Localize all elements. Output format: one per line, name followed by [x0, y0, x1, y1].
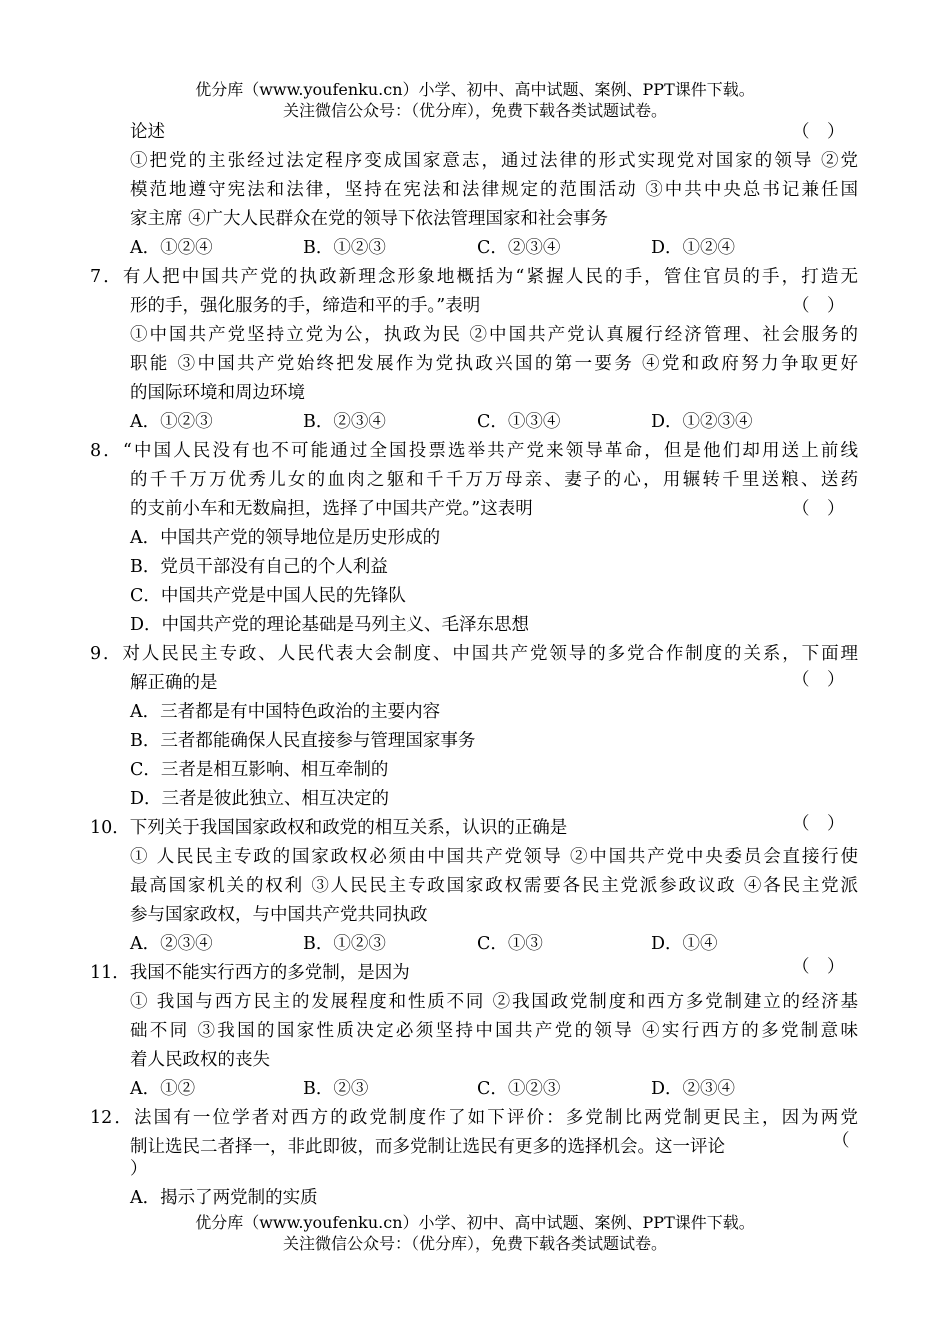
q9-option-b: B．三者都能确保人民直接参与管理国家事务 [130, 731, 476, 751]
q6-statement-line: ①把党的主张经过法定程序变成国家意志，通过法律的形式实现党对国家的领导 ②党 [130, 151, 858, 171]
q8-stem-line: 的千千万万优秀儿女的血肉之躯和千千万万母亲、妻子的心，用辗转千里送粮、送药 [130, 470, 858, 490]
q11-answer-paren: （ ） [792, 957, 845, 977]
q7-answer-paren: （ ） [792, 296, 845, 316]
q10-option-d: D．①④ [651, 934, 718, 954]
q6-option-d: D．①②④ [651, 238, 736, 258]
q11-option-d: D．②③④ [651, 1079, 736, 1099]
q11-option-b: B．②③ [303, 1079, 369, 1099]
q11-statement-line: ① 我国与西方民主的发展程度和性质不同 ②我国政党制度和西方多党制建立的经济基 [130, 992, 858, 1012]
q9-answer-paren: （ ） [792, 670, 845, 690]
q7-option-d: D．①②③④ [651, 412, 753, 432]
q11-statement-line: 础不同 ③我国的国家性质决定必须坚持中国共产党的领导 ④实行西方的多党制意味 [130, 1021, 858, 1041]
q7-statement-line: 职能 ③中国共产党始终把发展作为党执政兴国的第一要务 ④党和政府努力争取更好 [130, 354, 858, 374]
q10-option-c: C．①③ [477, 934, 543, 954]
header-line-1: 优分库（www.youfenku.cn）小学、初中、高中试题、案例、PPT课件下载。 [195, 80, 755, 99]
footer-line-1: 优分库（www.youfenku.cn）小学、初中、高中试题、案例、PPT课件下载。 [195, 1213, 755, 1232]
q7-option-a: A．①②③ [130, 412, 213, 432]
q10-statement-line: ① 人民民主专政的国家政权必须由中国共产党领导 ②中国共产党中央委员会直接行使 [130, 847, 858, 867]
q7-option-b: B．②③④ [303, 412, 386, 432]
q9-option-a: A．三者都是有中国特色政治的主要内容 [130, 702, 441, 722]
q8-answer-paren: （ ） [792, 499, 845, 519]
q12-answer-paren-open: （ [832, 1131, 850, 1151]
q7-option-c: C．①③④ [477, 412, 561, 432]
footer-line-2: 关注微信公众号：（优分库），免费下载各类试题试卷。 [282, 1234, 667, 1253]
q10-statement-line: 参与国家政权，与中国共产党共同执政 [130, 905, 428, 925]
header-line-2: 关注微信公众号：（优分库），免费下载各类试题试卷。 [282, 101, 667, 120]
q12-stem-line: 12．法国有一位学者对西方的政党制度作了如下评价：多党制比两党制更民主，因为两党 [90, 1108, 858, 1128]
q10-option-a: A．②③④ [130, 934, 213, 954]
q9-stem-line: 解正确的是 [130, 673, 218, 693]
q10-statement-line: 最高国家机关的权利 ③人民民主专政国家政权需要各民主党派参政议政 ④各民主党派 [130, 876, 858, 896]
q10-stem-line: 10．下列关于我国国家政权和政党的相互关系，认识的正确是 [90, 818, 568, 838]
q12-option-a: A．揭示了两党制的实质 [130, 1188, 318, 1208]
q7-statement-line: ①中国共产党坚持立党为公，执政为民 ②中国共产党认真履行经济管理、社会服务的 [130, 325, 858, 345]
q6-option-b: B．①②③ [303, 238, 386, 258]
q6-option-a: A．①②④ [130, 238, 213, 258]
q10-answer-paren: （ ） [792, 814, 845, 834]
q7-stem-line: 形的手，强化服务的手，缔造和平的手。”表明 [130, 296, 481, 316]
q8-option-d: D．中国共产党的理论基础是马列主义、毛泽东思想 [130, 615, 530, 635]
q7-stem-line: 7．有人把中国共产党的执政新理念形象地概括为“紧握人民的手，管住官员的手，打造无 [90, 267, 858, 287]
q9-option-d: D．三者是彼此独立、相互决定的 [130, 789, 390, 809]
q9-option-c: C．三者是相互影响、相互牵制的 [130, 760, 389, 780]
q8-option-a: A．中国共产党的领导地位是历史形成的 [130, 528, 441, 548]
q8-option-c: C．中国共产党是中国人民的先锋队 [130, 586, 406, 606]
q10-option-b: B．①②③ [303, 934, 386, 954]
q6-option-c: C．②③④ [477, 238, 561, 258]
q11-option-a: A．①② [130, 1079, 196, 1099]
q8-option-b: B．党员干部没有自己的个人利益 [130, 557, 388, 577]
q12-stem-line: 制让选民二者择一，非此即彼，而多党制让选民有更多的选择机会。这一评论 [130, 1137, 725, 1157]
q9-stem-line: 9．对人民民主专政、人民代表大会制度、中国共产党领导的多党合作制度的关系，下面理 [90, 644, 858, 664]
q8-stem-line: 的支前小车和无数扁担，选择了中国共产党。”这表明 [130, 499, 533, 519]
q8-stem-line: 8．“中国人民没有也不可能通过全国投票选举共产党来领导革命，但是他们却用送上前线 [90, 441, 858, 461]
q6-answer-paren: （ ） [792, 122, 845, 142]
q7-statement-line: 的国际环境和周边环境 [130, 383, 305, 403]
q6-statement-line: 模范地遵守宪法和法律，坚持在宪法和法律规定的范围活动 ③中共中央总书记兼任国 [130, 180, 858, 200]
q11-statement-line: 着人民政权的丧失 [130, 1050, 270, 1070]
q12-answer-paren-close: ） [130, 1159, 148, 1179]
q11-stem-line: 11．我国不能实行西方的多党制，是因为 [90, 963, 410, 983]
q6-stem-tail: 论述 [130, 122, 165, 142]
q11-option-c: C．①②③ [477, 1079, 561, 1099]
q6-statement-line: 家主席 ④广大人民群众在党的领导下依法管理国家和社会事务 [130, 209, 609, 229]
